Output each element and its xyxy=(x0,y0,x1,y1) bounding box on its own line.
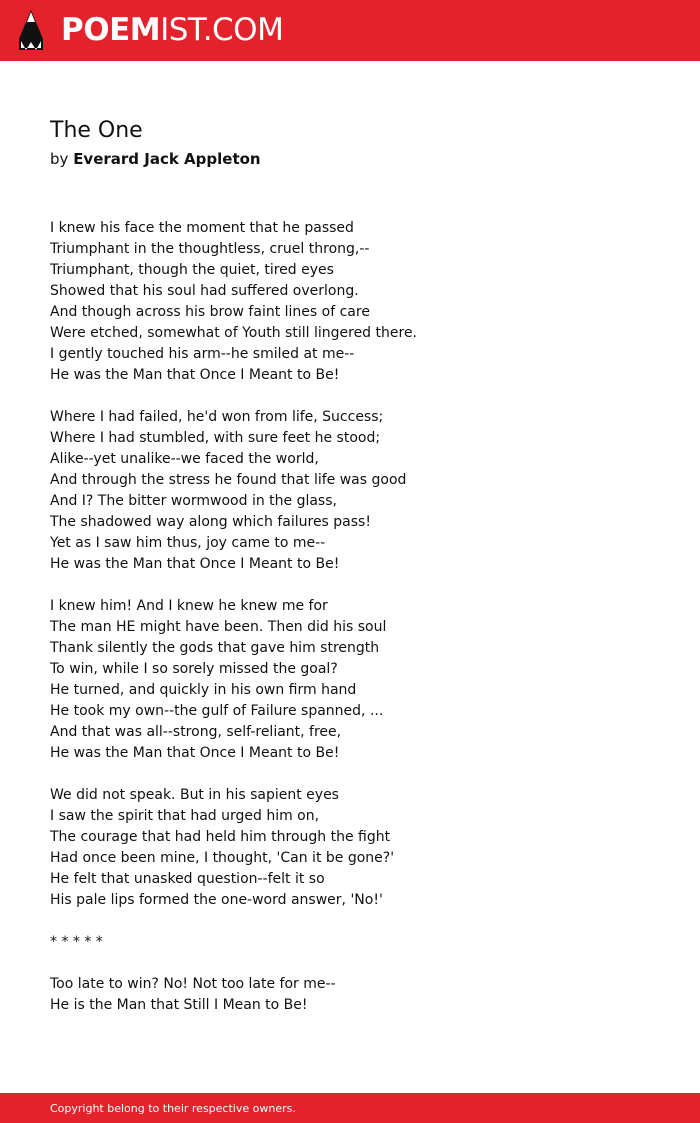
poem-line: And though across his brow faint lines of care xyxy=(50,304,370,320)
poem-line: I knew him! And I knew he knew me for xyxy=(50,598,328,614)
by-label: by xyxy=(50,150,69,168)
stanza-break xyxy=(50,764,670,785)
stanza xyxy=(50,596,670,764)
poem-line: Where I had failed, he'd won from life, Success; xyxy=(50,409,384,425)
poem-line: Had once been mine, I thought, 'Can it be gone?' xyxy=(50,850,395,866)
poem-line: His pale lips formed the one-word answer, 'No!' xyxy=(50,892,383,908)
poem-line: Showed that his soul had suffered overlong. xyxy=(50,283,359,299)
poem-line: The man HE might have been. Then did his soul xyxy=(50,619,387,635)
poem-line: He was the Man that Once I Meant to Be! xyxy=(50,367,340,383)
poem-line: He is the Man that Still I Mean to Be! xyxy=(50,997,308,1013)
stanza-break xyxy=(50,386,670,407)
poem-line: Thank silently the gods that gave him strength xyxy=(50,640,380,656)
poem-line: I gently touched his arm--he smiled at me-- xyxy=(50,346,355,362)
poem-line: He was the Man that Once I Meant to Be! xyxy=(50,556,340,572)
poem-line: Were etched, somewhat of Youth still lingered there. xyxy=(50,325,418,341)
stanza-break xyxy=(50,911,670,932)
poem-line: To win, while I so sorely missed the goal? xyxy=(50,661,338,677)
poem-line: Triumphant in the thoughtless, cruel throng,-- xyxy=(50,241,370,257)
logo-bold: POEM xyxy=(61,12,161,48)
poem-title: The One xyxy=(50,118,143,143)
site-header xyxy=(0,0,700,61)
poem-line: I saw the spirit that had urged him on, xyxy=(50,808,320,824)
poem-line: He took my own--the gulf of Failure spanned, ... xyxy=(50,703,384,719)
poem-line: He felt that unasked question--felt it so xyxy=(50,871,325,887)
poem-line: The shadowed way along which failures pass! xyxy=(50,514,371,530)
pencil-tip-icon[interactable] xyxy=(18,9,44,51)
poem-line: And through the stress he found that life was good xyxy=(50,472,407,488)
poem-line: And that was all--strong, self-reliant, free, xyxy=(50,724,342,740)
stanza xyxy=(50,785,670,911)
poem-line: We did not speak. But in his sapient eyes xyxy=(50,787,339,803)
poem-line: * * * * * xyxy=(50,934,103,950)
poem-body xyxy=(50,218,670,1016)
poem-line: And I? The bitter wormwood in the glass, xyxy=(50,493,337,509)
poem-line: He was the Man that Once I Meant to Be! xyxy=(50,745,340,761)
poem-line: Yet as I saw him thus, joy came to me-- xyxy=(50,535,326,551)
site-logo[interactable] xyxy=(61,11,283,49)
author-name: Everard Jack Appleton xyxy=(73,150,261,168)
logo-thin: IST.COM xyxy=(160,12,284,48)
stanza-break xyxy=(50,575,670,596)
stanza xyxy=(50,932,670,953)
poem-line: He turned, and quickly in his own firm hand xyxy=(50,682,357,698)
poem-line: Too late to win? No! Not too late for me-- xyxy=(50,976,336,992)
stanza xyxy=(50,974,670,1016)
stanza xyxy=(50,218,670,386)
poem-line: The courage that had held him through the fight xyxy=(50,829,391,845)
stanza xyxy=(50,407,670,575)
site-footer xyxy=(0,1093,700,1123)
stanza-break xyxy=(50,953,670,974)
poem-line: Where I had stumbled, with sure feet he stood; xyxy=(50,430,381,446)
poem-line: Alike--yet unalike--we faced the world, xyxy=(50,451,319,467)
poem-line: I knew his face the moment that he passed xyxy=(50,220,354,236)
poem-line: Triumphant, though the quiet, tired eyes xyxy=(50,262,334,278)
byline xyxy=(50,148,261,170)
copyright-text: Copyright belong to their respective owners. xyxy=(50,1102,296,1115)
